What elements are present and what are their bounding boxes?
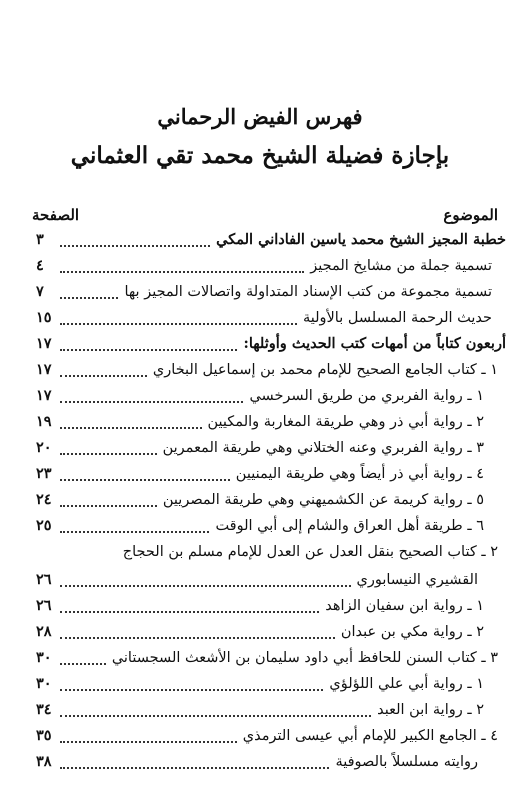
toc-entry-text: أربعون كتاباً من أمهات كتب الحديث وأوثلها: [243, 335, 506, 352]
toc-entry-text: ٤ ـ الجامع الكبير للإمام أبي عيسى الترمذي [242, 728, 498, 744]
toc-entry-page: ٣٥ [36, 727, 52, 744]
toc-entry [36, 620, 484, 644]
toc-entry-page: ١٩ [36, 413, 52, 430]
toc-entry-text: ٢ ـ رواية مكي بن عبدان [340, 624, 484, 640]
toc-entry-page: ٧ [36, 283, 44, 300]
toc-entry [36, 254, 492, 278]
toc-entry-page: ٢٨ [36, 623, 52, 640]
toc-entry [36, 540, 498, 564]
leader-dots [60, 505, 157, 507]
leader-dots [60, 453, 157, 455]
toc-entry-text: تسمية مجموعة من كتب الإسناد المتداولة واتصالات المجيز بها [124, 284, 492, 300]
toc-entry-text: ٢ ـ رواية أبي ذر وهي طريقة المغاربة والمكيين [207, 414, 484, 430]
toc-entry [36, 228, 506, 252]
toc-entry [36, 436, 484, 460]
toc-entry-text: ١ ـ كتاب الجامع الصحيح للإمام محمد بن إسماعيل البخاري [152, 362, 498, 378]
toc-entry [36, 568, 478, 592]
toc-entry-page: ١٥ [36, 309, 52, 326]
toc-entry [36, 462, 484, 486]
toc-entry [36, 410, 484, 434]
leader-dots [60, 767, 329, 769]
toc-entry-page: ٢٤ [36, 491, 52, 508]
toc-entry-text: روايته مسلسلاً بالصوفية [335, 754, 478, 770]
leader-dots [60, 297, 118, 299]
toc-entry-page: ٢٥ [36, 517, 52, 534]
leader-dots [60, 715, 371, 717]
leader-dots [60, 741, 237, 743]
toc-entry [36, 646, 498, 670]
toc-entry-page: ٢٦ [36, 597, 52, 614]
leader-dots [60, 689, 323, 691]
toc-entry-page: ٢٦ [36, 571, 52, 588]
toc-entry-page: ٣٤ [36, 701, 52, 718]
toc-entry-page: ٢٠ [36, 439, 52, 456]
toc-entry-text: ٣ ـ كتاب السنن للحافظ أبي داود سليمان بن الأشعث السجستاني [111, 650, 498, 666]
toc-entry-text: ٦ ـ طريقة أهل العراق والشام إلى أبي الوقت [215, 518, 484, 534]
toc-entry [36, 594, 484, 618]
leader-dots [60, 479, 230, 481]
toc-entry [36, 488, 484, 512]
leader-dots [60, 245, 210, 247]
toc-entry [36, 306, 492, 330]
toc-entry [36, 698, 484, 722]
toc-entry-text: ١ ـ رواية أبي علي اللؤلؤي [329, 676, 484, 692]
subject-column-header: الموضوع [443, 206, 498, 224]
leader-dots [60, 349, 237, 351]
toc-entry [36, 280, 492, 304]
toc-entry [36, 750, 478, 774]
toc-entry [36, 332, 506, 356]
leader-dots [60, 531, 209, 533]
toc-entry-page: ١٧ [36, 387, 52, 404]
toc-entry-text: حديث الرحمة المسلسل بالأولية [302, 310, 492, 326]
leader-dots [60, 663, 106, 665]
toc-entry-page: ٣٨ [36, 753, 52, 770]
toc-entry-page: ٢٣ [36, 465, 52, 482]
toc-entry-text: ٢ ـ كتاب الصحيح بنقل العدل عن العدل للإمام مسلم بن الحجاج [122, 544, 498, 560]
toc-entry [36, 358, 498, 382]
toc-entry-text: تسمية جملة من مشايخ المجيز [310, 258, 492, 274]
leader-dots [60, 427, 202, 429]
leader-dots [60, 585, 351, 587]
leader-dots [60, 401, 243, 403]
toc-entry [36, 724, 498, 748]
toc-entry-page: ٣ [36, 231, 44, 248]
toc-entry [36, 384, 484, 408]
leader-dots [60, 637, 335, 639]
page-subtitle: بإجازة فضيلة الشيخ محمد تقي العثماني [70, 142, 450, 169]
toc-entry-page: ٣٠ [36, 649, 52, 666]
page-column-header: الصفحة [32, 206, 80, 224]
leader-dots [60, 611, 319, 613]
toc-entry-text: ٥ ـ رواية كريمة عن الكشميهني وهي طريقة المصريين [162, 492, 484, 508]
toc-entry-page: ١٧ [36, 335, 52, 352]
toc-entry-text: القشيري النيسابوري [356, 572, 478, 588]
toc-entry-text: ٣ ـ رواية الفربري وعنه الختلاني وهي طريقة المعمرين [162, 440, 484, 456]
leader-dots [60, 271, 304, 273]
toc-entry [36, 672, 484, 696]
toc-entry-text: ١ ـ رواية الفربري من طريق السرخسي [249, 388, 484, 404]
leader-dots [60, 375, 147, 377]
page-title: فهرس الفيض الرحماني [157, 104, 363, 129]
toc-entry-page: ٤ [36, 257, 44, 274]
toc-entry-text: خطبة المجيز الشيخ محمد ياسين الفاداني المكي [216, 231, 506, 248]
toc-entry-text: ٤ ـ رواية أبي ذر أيضاً وهي طريقة اليمنيين [235, 466, 484, 482]
toc-entry-text: ١ ـ رواية ابن سفيان الزاهد [325, 598, 484, 614]
toc-entry-page: ٣٠ [36, 675, 52, 692]
toc-entry-page: ١٧ [36, 361, 52, 378]
leader-dots [60, 323, 297, 325]
toc-entry-text: ٢ ـ رواية ابن العبد [377, 702, 484, 718]
toc-entry [36, 514, 484, 538]
